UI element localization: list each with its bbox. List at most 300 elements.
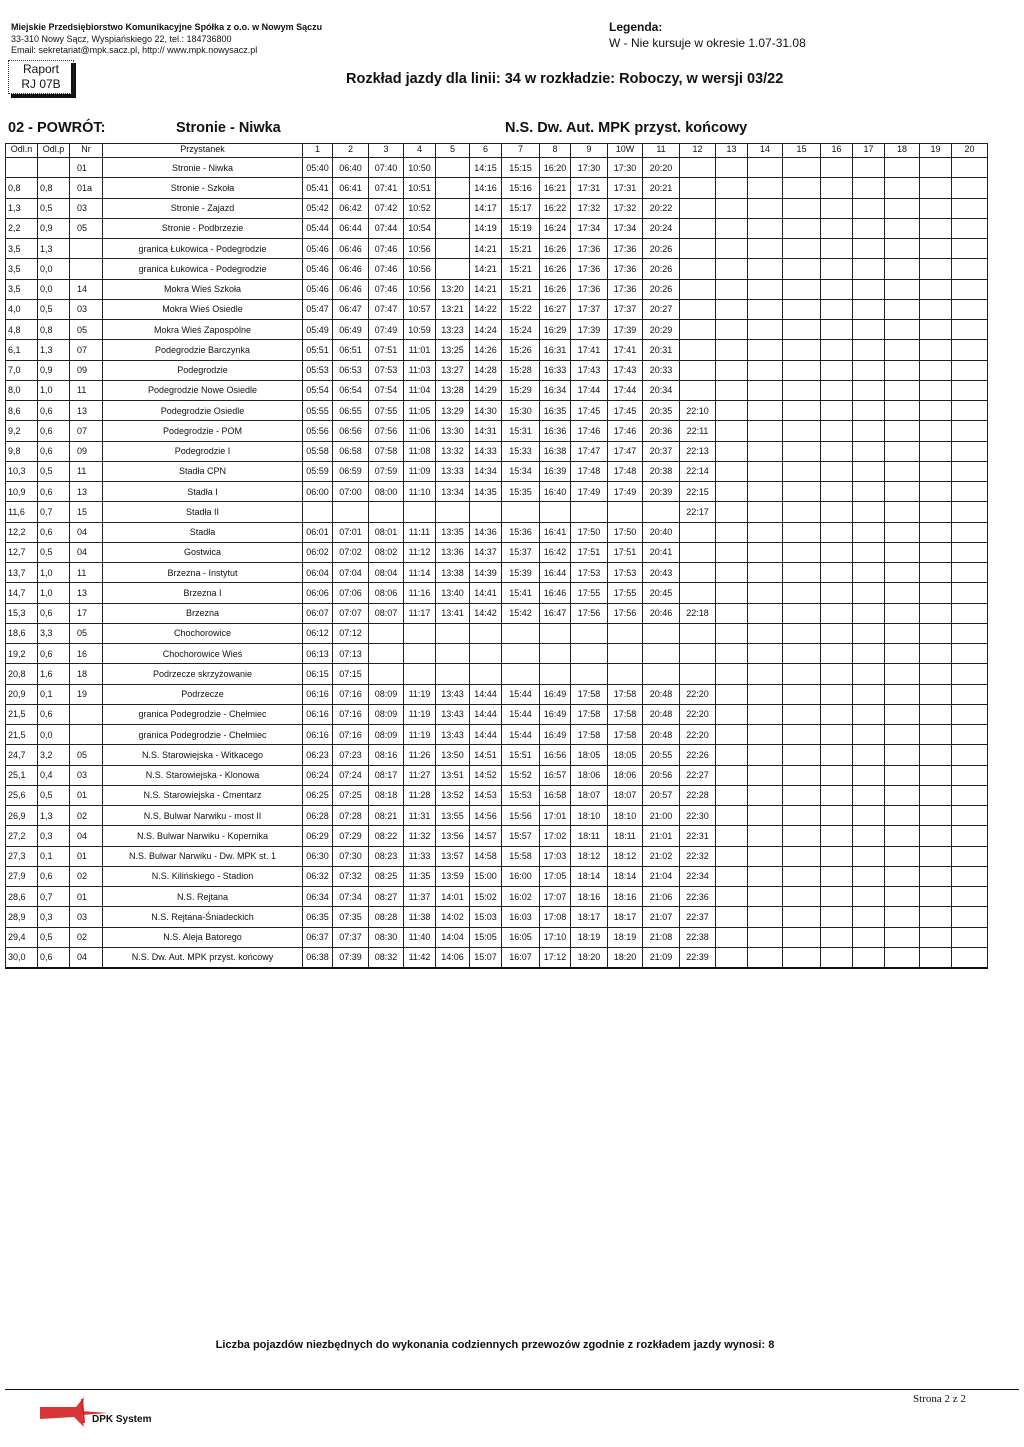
segment-distance-cell: 1,0 xyxy=(38,583,70,603)
departure-time-cell: 11:09 xyxy=(404,461,436,481)
departure-time-cell xyxy=(540,644,571,664)
departure-time-cell xyxy=(920,522,952,542)
departure-time-cell: 15:31 xyxy=(502,421,540,441)
departure-time-cell: 20:45 xyxy=(643,583,680,603)
departure-time-cell xyxy=(748,198,783,218)
departure-time-cell: 05:58 xyxy=(303,441,333,461)
departure-time-cell: 10:56 xyxy=(404,279,436,299)
departure-time-cell: 16:42 xyxy=(540,542,571,562)
departure-time-cell xyxy=(436,259,470,279)
departure-time-cell: 15:44 xyxy=(502,704,540,724)
departure-time-cell xyxy=(853,461,885,481)
departure-time-cell: 20:26 xyxy=(643,259,680,279)
departure-time-cell xyxy=(821,441,853,461)
column-header: 4 xyxy=(404,144,436,158)
departure-time-cell: 11:26 xyxy=(404,745,436,765)
departure-time-cell xyxy=(643,644,680,664)
departure-time-cell: 13:41 xyxy=(436,603,470,623)
stop-name-cell: N.S. Dw. Aut. MPK przyst. końcowy xyxy=(103,947,303,968)
segment-distance-cell: 0,4 xyxy=(38,765,70,785)
table-row xyxy=(6,401,988,421)
table-row xyxy=(6,684,988,704)
departure-time-cell xyxy=(853,907,885,927)
departure-time-cell xyxy=(608,623,643,643)
departure-time-cell xyxy=(853,360,885,380)
stop-name-cell: Gostwica xyxy=(103,542,303,562)
departure-time-cell: 16:05 xyxy=(502,927,540,947)
departure-time-cell xyxy=(821,198,853,218)
departure-time-cell: 14:52 xyxy=(470,765,502,785)
departure-time-cell xyxy=(436,218,470,238)
departure-time-cell: 14:17 xyxy=(470,198,502,218)
departure-time-cell xyxy=(821,846,853,866)
table-row xyxy=(6,178,988,198)
departure-time-cell: 14:31 xyxy=(470,421,502,441)
departure-time-cell xyxy=(821,421,853,441)
stop-number-cell: 17 xyxy=(70,603,103,623)
departure-time-cell: 07:02 xyxy=(333,542,369,562)
departure-time-cell xyxy=(853,380,885,400)
departure-time-cell: 07:16 xyxy=(333,704,369,724)
departure-time-cell xyxy=(748,907,783,927)
departure-time-cell: 10:56 xyxy=(404,259,436,279)
stop-number-cell xyxy=(70,259,103,279)
stop-number-cell: 07 xyxy=(70,421,103,441)
departure-time-cell xyxy=(748,947,783,968)
departure-time-cell: 11:05 xyxy=(404,401,436,421)
departure-time-cell: 10:52 xyxy=(404,198,436,218)
segment-distance-cell: 0,0 xyxy=(38,259,70,279)
departure-time-cell: 06:37 xyxy=(303,927,333,947)
stop-number-cell: 13 xyxy=(70,583,103,603)
route-direction: 02 - POWRÓT: xyxy=(8,120,106,136)
departure-time-cell xyxy=(404,623,436,643)
departure-time-cell xyxy=(821,380,853,400)
departure-time-cell: 10:59 xyxy=(404,320,436,340)
segment-distance-cell: 0,5 xyxy=(38,785,70,805)
departure-time-cell: 16:36 xyxy=(540,421,571,441)
departure-time-cell xyxy=(952,542,988,562)
legend-item: W - Nie kursuje w okresie 1.07-31.08 xyxy=(609,36,806,50)
departure-time-cell: 11:35 xyxy=(404,866,436,886)
table-row xyxy=(6,563,988,583)
departure-time-cell xyxy=(680,340,716,360)
departure-time-cell xyxy=(470,623,502,643)
departure-time-cell xyxy=(952,725,988,745)
column-header: 14 xyxy=(748,144,783,158)
departure-time-cell xyxy=(783,279,821,299)
departure-time-cell: 13:27 xyxy=(436,360,470,380)
departure-time-cell xyxy=(821,887,853,907)
departure-time-cell xyxy=(920,218,952,238)
departure-time-cell: 07:47 xyxy=(369,299,404,319)
departure-time-cell: 17:07 xyxy=(540,887,571,907)
departure-time-cell: 17:36 xyxy=(571,259,608,279)
departure-time-cell: 16:49 xyxy=(540,684,571,704)
departure-time-cell xyxy=(821,785,853,805)
departure-time-cell xyxy=(853,866,885,886)
departure-time-cell xyxy=(885,198,920,218)
departure-time-cell: 17:56 xyxy=(608,603,643,623)
departure-time-cell xyxy=(436,158,470,178)
departure-time-cell xyxy=(821,664,853,684)
column-header: Nr xyxy=(70,144,103,158)
departure-time-cell xyxy=(885,380,920,400)
column-header: 20 xyxy=(952,144,988,158)
departure-time-cell: 14:16 xyxy=(470,178,502,198)
departure-time-cell xyxy=(680,178,716,198)
departure-time-cell xyxy=(853,583,885,603)
departure-time-cell: 20:22 xyxy=(643,198,680,218)
departure-time-cell xyxy=(608,664,643,684)
report-box-shadow-bottom xyxy=(11,94,76,98)
departure-time-cell xyxy=(885,482,920,502)
departure-time-cell xyxy=(716,907,748,927)
departure-time-cell: 07:53 xyxy=(369,360,404,380)
segment-distance-cell: 0,5 xyxy=(38,927,70,947)
column-header: 6 xyxy=(470,144,502,158)
departure-time-cell xyxy=(783,522,821,542)
departure-time-cell xyxy=(952,785,988,805)
departure-time-cell: 15:19 xyxy=(502,218,540,238)
departure-time-cell: 17:39 xyxy=(608,320,643,340)
departure-time-cell: 08:02 xyxy=(369,542,404,562)
departure-time-cell: 13:38 xyxy=(436,563,470,583)
departure-time-cell: 15:16 xyxy=(502,178,540,198)
departure-time-cell: 07:35 xyxy=(333,907,369,927)
distance-cell: 4,0 xyxy=(6,299,38,319)
departure-time-cell: 07:39 xyxy=(333,947,369,968)
stop-number-cell: 04 xyxy=(70,947,103,968)
departure-time-cell: 18:12 xyxy=(571,846,608,866)
departure-time-cell xyxy=(821,218,853,238)
departure-time-cell: 20:41 xyxy=(643,542,680,562)
departure-time-cell: 13:28 xyxy=(436,380,470,400)
departure-time-cell xyxy=(885,441,920,461)
departure-time-cell xyxy=(716,380,748,400)
departure-time-cell xyxy=(783,745,821,765)
segment-distance-cell: 0,5 xyxy=(38,198,70,218)
departure-time-cell: 14:44 xyxy=(470,725,502,745)
report-label: Raport xyxy=(22,62,60,76)
segment-distance-cell: 0,6 xyxy=(38,644,70,664)
departure-time-cell: 17:53 xyxy=(608,563,643,583)
departure-time-cell xyxy=(716,360,748,380)
stop-name-cell: Podegrodzie xyxy=(103,360,303,380)
segment-distance-cell: 0,9 xyxy=(38,360,70,380)
departure-time-cell: 22:28 xyxy=(680,785,716,805)
departure-time-cell xyxy=(748,684,783,704)
departure-time-cell xyxy=(748,178,783,198)
departure-time-cell xyxy=(920,502,952,522)
stop-number-cell: 11 xyxy=(70,461,103,481)
stop-number-cell: 05 xyxy=(70,623,103,643)
departure-time-cell: 13:50 xyxy=(436,745,470,765)
departure-time-cell: 21:06 xyxy=(643,887,680,907)
departure-time-cell xyxy=(748,461,783,481)
departure-time-cell: 18:14 xyxy=(608,866,643,886)
departure-time-cell xyxy=(821,461,853,481)
departure-time-cell: 08:30 xyxy=(369,927,404,947)
departure-time-cell: 08:00 xyxy=(369,482,404,502)
distance-cell xyxy=(6,158,38,178)
departure-time-cell: 05:56 xyxy=(303,421,333,441)
segment-distance-cell: 0,6 xyxy=(38,401,70,421)
departure-time-cell xyxy=(404,644,436,664)
distance-cell: 10,9 xyxy=(6,482,38,502)
distance-cell: 9,2 xyxy=(6,421,38,441)
departure-time-cell: 14:53 xyxy=(470,785,502,805)
departure-time-cell xyxy=(783,441,821,461)
departure-time-cell xyxy=(716,218,748,238)
departure-time-cell xyxy=(885,320,920,340)
column-header: 18 xyxy=(885,144,920,158)
departure-time-cell xyxy=(952,178,988,198)
departure-time-cell xyxy=(783,603,821,623)
stop-number-cell xyxy=(70,239,103,259)
table-row xyxy=(6,259,988,279)
departure-time-cell xyxy=(680,644,716,664)
departure-time-cell: 20:33 xyxy=(643,360,680,380)
table-row xyxy=(6,765,988,785)
departure-time-cell xyxy=(821,178,853,198)
departure-time-cell: 21:09 xyxy=(643,947,680,968)
departure-time-cell xyxy=(952,603,988,623)
departure-time-cell xyxy=(885,947,920,968)
departure-time-cell: 14:57 xyxy=(470,826,502,846)
departure-time-cell xyxy=(716,623,748,643)
departure-time-cell xyxy=(821,299,853,319)
departure-time-cell xyxy=(853,765,885,785)
departure-time-cell xyxy=(748,502,783,522)
departure-time-cell xyxy=(716,461,748,481)
departure-time-cell: 18:19 xyxy=(608,927,643,947)
departure-time-cell xyxy=(952,259,988,279)
departure-time-cell xyxy=(436,644,470,664)
departure-time-cell xyxy=(748,887,783,907)
departure-time-cell: 16:40 xyxy=(540,482,571,502)
departure-time-cell xyxy=(853,704,885,724)
stop-number-cell: 09 xyxy=(70,360,103,380)
departure-time-cell xyxy=(853,259,885,279)
departure-time-cell xyxy=(952,360,988,380)
departure-time-cell: 11:37 xyxy=(404,887,436,907)
departure-time-cell: 13:36 xyxy=(436,542,470,562)
table-row xyxy=(6,502,988,522)
departure-time-cell: 13:59 xyxy=(436,866,470,886)
departure-time-cell xyxy=(716,947,748,968)
departure-time-cell xyxy=(952,279,988,299)
departure-time-cell xyxy=(853,401,885,421)
departure-time-cell xyxy=(333,502,369,522)
departure-time-cell: 05:46 xyxy=(303,279,333,299)
departure-time-cell: 21:00 xyxy=(643,806,680,826)
segment-distance-cell: 1,0 xyxy=(38,380,70,400)
departure-time-cell xyxy=(821,765,853,785)
departure-time-cell: 22:20 xyxy=(680,725,716,745)
departure-time-cell xyxy=(920,340,952,360)
departure-time-cell: 11:19 xyxy=(404,684,436,704)
departure-time-cell: 16:03 xyxy=(502,907,540,927)
departure-time-cell xyxy=(853,158,885,178)
departure-time-cell: 06:29 xyxy=(303,826,333,846)
departure-time-cell: 08:06 xyxy=(369,583,404,603)
departure-time-cell: 18:14 xyxy=(571,866,608,886)
departure-time-cell xyxy=(821,623,853,643)
departure-time-cell: 14:56 xyxy=(470,806,502,826)
departure-time-cell xyxy=(920,745,952,765)
departure-time-cell xyxy=(920,826,952,846)
distance-cell: 3,5 xyxy=(6,279,38,299)
distance-cell: 20,9 xyxy=(6,684,38,704)
departure-time-cell: 17:51 xyxy=(571,542,608,562)
departure-time-cell: 13:43 xyxy=(436,704,470,724)
departure-time-cell: 07:37 xyxy=(333,927,369,947)
distance-cell: 29,4 xyxy=(6,927,38,947)
departure-time-cell: 17:46 xyxy=(608,421,643,441)
departure-time-cell: 06:51 xyxy=(333,340,369,360)
departure-time-cell xyxy=(716,583,748,603)
departure-time-cell xyxy=(748,482,783,502)
departure-time-cell: 06:24 xyxy=(303,765,333,785)
departure-time-cell: 16:35 xyxy=(540,401,571,421)
departure-time-cell xyxy=(748,846,783,866)
departure-time-cell: 08:09 xyxy=(369,704,404,724)
departure-time-cell xyxy=(369,502,404,522)
departure-time-cell xyxy=(716,421,748,441)
departure-time-cell: 13:35 xyxy=(436,522,470,542)
stop-number-cell: 04 xyxy=(70,522,103,542)
stop-name-cell: N.S. Starowiejska - Witkacego xyxy=(103,745,303,765)
departure-time-cell xyxy=(821,704,853,724)
distance-cell: 21,5 xyxy=(6,704,38,724)
departure-time-cell xyxy=(783,684,821,704)
departure-time-cell: 05:55 xyxy=(303,401,333,421)
stop-number-cell: 11 xyxy=(70,563,103,583)
departure-time-cell xyxy=(716,340,748,360)
departure-time-cell xyxy=(680,279,716,299)
departure-time-cell xyxy=(716,563,748,583)
stop-name-cell: Chochorowice xyxy=(103,623,303,643)
departure-time-cell: 07:56 xyxy=(369,421,404,441)
departure-time-cell xyxy=(952,299,988,319)
departure-time-cell: 15:41 xyxy=(502,583,540,603)
table-row xyxy=(6,846,988,866)
departure-time-cell: 17:58 xyxy=(571,684,608,704)
departure-time-cell xyxy=(952,218,988,238)
departure-time-cell xyxy=(952,320,988,340)
departure-time-cell xyxy=(571,502,608,522)
segment-distance-cell xyxy=(38,158,70,178)
departure-time-cell: 15:37 xyxy=(502,542,540,562)
departure-time-cell xyxy=(821,927,853,947)
departure-time-cell: 11:14 xyxy=(404,563,436,583)
departure-time-cell: 06:35 xyxy=(303,907,333,927)
company-contact: Email: sekretariat@mpk.sacz.pl, http:// www.mpk.nowysacz.pl xyxy=(11,45,258,55)
segment-distance-cell: 0,6 xyxy=(38,866,70,886)
departure-time-cell xyxy=(783,239,821,259)
departure-time-cell xyxy=(920,725,952,745)
departure-time-cell: 16:41 xyxy=(540,522,571,542)
departure-time-cell: 11:10 xyxy=(404,482,436,502)
departure-time-cell xyxy=(716,299,748,319)
departure-time-cell: 11:33 xyxy=(404,846,436,866)
departure-time-cell: 14:06 xyxy=(436,947,470,968)
table-row xyxy=(6,421,988,441)
departure-time-cell xyxy=(748,603,783,623)
departure-time-cell: 17:31 xyxy=(608,178,643,198)
departure-time-cell: 15:56 xyxy=(502,806,540,826)
departure-time-cell: 21:02 xyxy=(643,846,680,866)
departure-time-cell xyxy=(680,360,716,380)
departure-time-cell xyxy=(920,765,952,785)
departure-time-cell xyxy=(470,664,502,684)
departure-time-cell: 08:21 xyxy=(369,806,404,826)
departure-time-cell xyxy=(680,320,716,340)
legend-title: Legenda: xyxy=(609,20,663,34)
departure-time-cell: 17:32 xyxy=(571,198,608,218)
departure-time-cell: 17:36 xyxy=(571,239,608,259)
departure-time-cell: 05:42 xyxy=(303,198,333,218)
stop-name-cell: N.S. Rejtana xyxy=(103,887,303,907)
departure-time-cell xyxy=(783,482,821,502)
departure-time-cell: 22:27 xyxy=(680,765,716,785)
departure-time-cell xyxy=(716,603,748,623)
table-row xyxy=(6,806,988,826)
stop-number-cell: 04 xyxy=(70,826,103,846)
departure-time-cell xyxy=(821,684,853,704)
stop-number-cell: 02 xyxy=(70,806,103,826)
departure-time-cell: 07:41 xyxy=(369,178,404,198)
departure-time-cell: 17:47 xyxy=(571,441,608,461)
departure-time-cell: 17:56 xyxy=(571,603,608,623)
departure-time-cell: 20:26 xyxy=(643,279,680,299)
table-row xyxy=(6,644,988,664)
departure-time-cell: 13:34 xyxy=(436,482,470,502)
departure-time-cell xyxy=(748,563,783,583)
departure-time-cell xyxy=(303,502,333,522)
departure-time-cell xyxy=(716,259,748,279)
departure-time-cell: 07:44 xyxy=(369,218,404,238)
departure-time-cell: 15:57 xyxy=(502,826,540,846)
departure-time-cell: 14:42 xyxy=(470,603,502,623)
departure-time-cell: 16:21 xyxy=(540,178,571,198)
departure-time-cell: 15:22 xyxy=(502,299,540,319)
departure-time-cell xyxy=(436,198,470,218)
table-row xyxy=(6,887,988,907)
distance-cell: 15,3 xyxy=(6,603,38,623)
departure-time-cell xyxy=(783,299,821,319)
departure-time-cell xyxy=(952,239,988,259)
departure-time-cell xyxy=(748,441,783,461)
departure-time-cell: 21:04 xyxy=(643,866,680,886)
departure-time-cell xyxy=(783,461,821,481)
departure-time-cell: 06:13 xyxy=(303,644,333,664)
departure-time-cell xyxy=(821,644,853,664)
segment-distance-cell: 0,1 xyxy=(38,846,70,866)
departure-time-cell: 20:37 xyxy=(643,441,680,461)
departure-time-cell xyxy=(502,644,540,664)
departure-time-cell xyxy=(680,664,716,684)
departure-time-cell: 06:34 xyxy=(303,887,333,907)
stop-number-cell: 16 xyxy=(70,644,103,664)
departure-time-cell: 22:32 xyxy=(680,846,716,866)
departure-time-cell xyxy=(716,482,748,502)
stop-name-cell: N.S. Starowiejska - Klonowa xyxy=(103,765,303,785)
segment-distance-cell: 0,6 xyxy=(38,482,70,502)
departure-time-cell: 20:38 xyxy=(643,461,680,481)
departure-time-cell: 20:57 xyxy=(643,785,680,805)
